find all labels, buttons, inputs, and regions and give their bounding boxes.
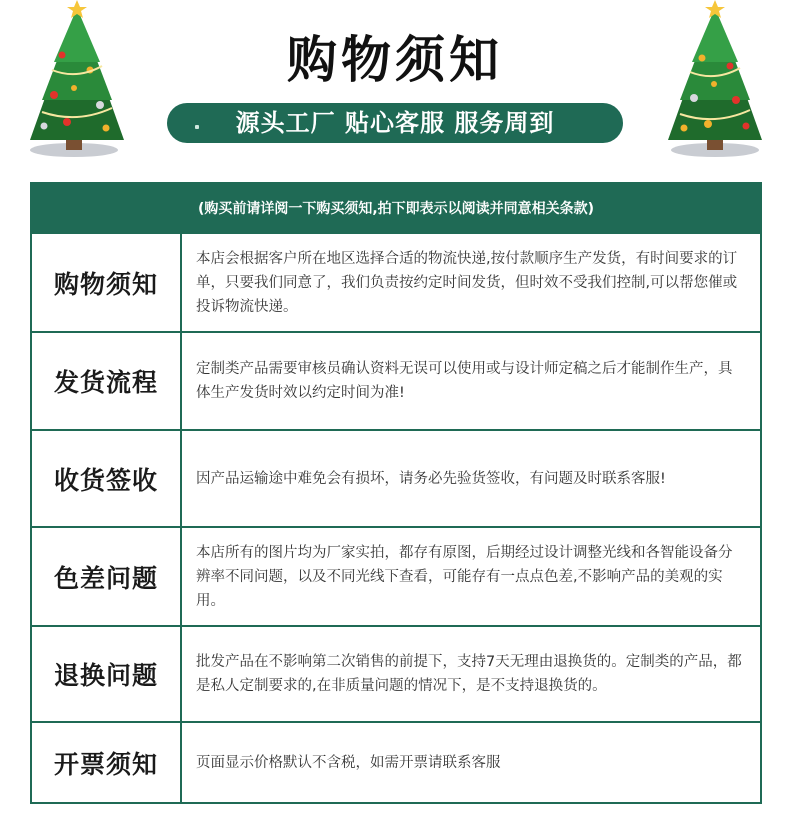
slogan-text: 源头工厂 贴心客服 服务周到 [235,109,555,137]
table-row [32,721,760,802]
page-title: 购物须知 [287,31,503,89]
slogan-banner [167,103,623,143]
row-text: 本店所有的图片均为厂家实拍，都存有原图，后期经过设计调整光线和各智能设备分辨率不同问题，以及不同光线下查看，可能存有一点点色差,不影响产品的美观的实用。 [196,544,733,609]
notice-table [30,182,762,804]
row-label: 退换问题 [32,627,182,721]
row-text: 因产品运输途中难免会有损坏，请务必先验货签收，有问题及时联系客服! [196,470,666,487]
bullet-dot-icon [195,125,199,129]
row-content [182,431,760,526]
row-text: 页面显示价格默认不含税，如需开票请联系客服 [196,754,501,771]
table-row [32,526,760,625]
table-notice: (购买前请详阅一下购买须知,拍下即表示以阅读并同意相关条款) [32,184,760,234]
row-label: 开票须知 [32,723,182,802]
row-text: 定制类产品需要审核员确认资料无误可以使用或与设计师定稿之后才能制作生产，具体生产发货时效以约定时间为准! [196,361,733,401]
table-row [32,331,760,429]
row-label: 色差问题 [32,528,182,625]
row-text: 批发产品在不影响第二次销售的前提下，支持7天无理由退换货的。定制类的产品，都是私人定制要求的,在非质量问题的情况下，是不支持退换货的。 [196,654,742,694]
table-row [32,429,760,526]
table-row [32,625,760,721]
row-content [182,234,760,331]
table-row [32,234,760,331]
row-label: 发货流程 [32,333,182,429]
row-content [182,723,760,802]
row-text: 本店会根据客户所在地区选择合适的物流快递,按付款顺序生产发货，有时间要求的订单，只要我们同意了，我们负责按约定时间发货，但时效不受我们控制,可以帮您催或投诉物流快递。 [196,250,738,315]
row-label: 收货签收 [32,431,182,526]
row-content [182,528,760,625]
row-content [182,333,760,429]
row-content [182,627,760,721]
row-label: 购物须知 [32,234,182,331]
